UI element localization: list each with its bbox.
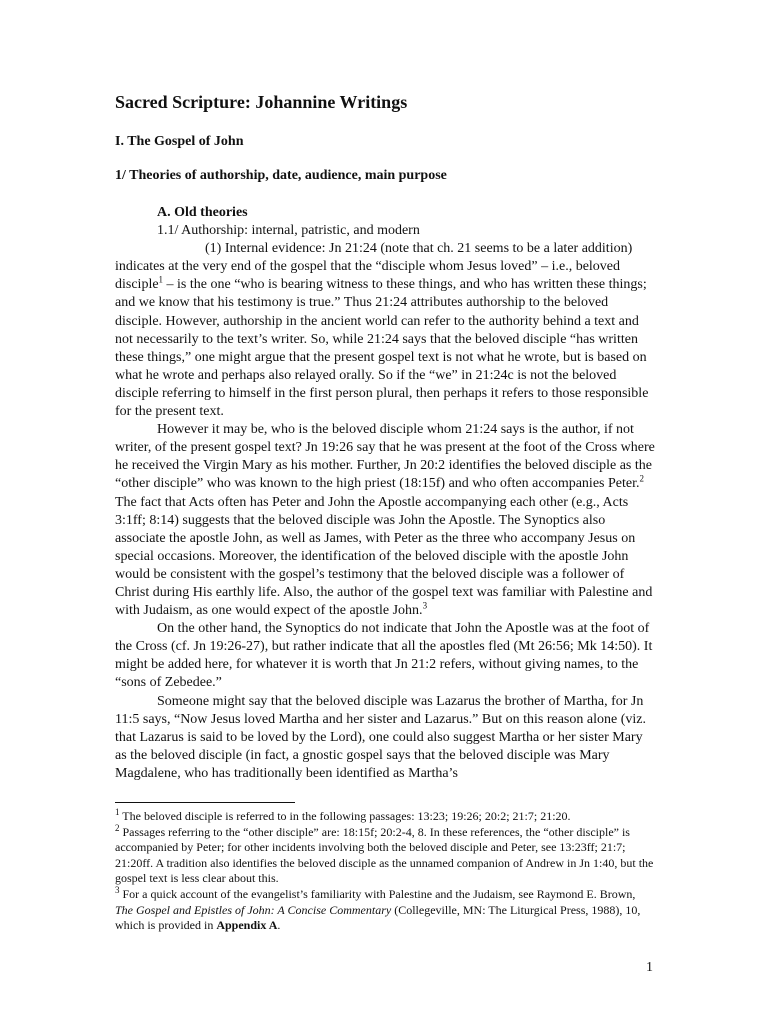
footnote-number: 2: [115, 822, 120, 833]
paragraph: [115, 240, 655, 421]
footnotes: [115, 809, 655, 934]
footnote: [115, 822, 655, 887]
footnote-marker: 2: [639, 473, 644, 484]
footnote-text: The beloved disciple is referred to in the following passages: 13:23; 19:26; 20:2; 21:7; 21:20.: [119, 809, 571, 823]
footnote-text: .: [277, 918, 281, 933]
document-title: Sacred Scripture: Johannine Writings: [115, 92, 408, 112]
appendix-reference: Appendix A: [216, 918, 278, 933]
footnote-text: For a quick account of the evangelist’s familiarity with Palestine and the Judaism, see Raymond E. Brown,: [119, 886, 636, 901]
footnote-number: 3: [115, 884, 120, 895]
part-a-heading: A. Old theories: [157, 205, 248, 220]
footnote-number: 1: [115, 807, 120, 817]
footnote-divider: [115, 802, 295, 803]
paragraph: On the other hand, the Synoptics do not indicate that John the Apostle was at the foot of the Cross (cf. Jn 19:26-27), but rather indicate that all the apostles fled (Mt 26:56; Mk 14:50). It might be added here, for whatever it is worth that Jn 21:2 refers, without giving names, to the “sons of Zebedee.”: [115, 621, 653, 691]
book-title: The Gospel and Epistles of John: A Concise Commentary: [115, 902, 392, 917]
body-text: [115, 204, 655, 783]
paragraph: Someone might say that the beloved disciple was Lazarus the brother of Martha, for Jn 11:5 says, “Now Jesus loved Martha and her sister and Lazarus.” But on this reason alone (viz. that Lazarus is said to be loved by the Lord), one could also suggest Martha or her sister Mary as the beloved disciple (in fact, a gnostic gospel says that the beloved disciple was Mary Magdalene, who has traditionally been identified as Martha’s: [115, 693, 646, 781]
paragraph-text: The fact that Acts often has Peter and John the Apostle accompanying each other (e.g., Acts 3:1ff; 8:14) suggests that the beloved disciple was John the Apostle. The Synoptics also associate the apostle John, as well as James, with Peter as the three who accompany Jesus on special occasions. Moreover, the identification of the beloved disciple with the apostle John would be consistent with the gospel’s testimony that the beloved disciple was a follower of Christ during His earthly life. Also, the author of the gospel text was familiar with Palestine and with Judaism, as one would expect of the apostle John.: [115, 494, 653, 619]
section-heading: I. The Gospel of John: [115, 134, 244, 149]
page-number: 1: [646, 960, 653, 975]
point-heading: 1.1/ Authorship: internal, patristic, and modern: [157, 223, 420, 239]
footnote-text: (Collegeville, MN: The Liturgical Press, 1988), 10, which is provided in: [115, 902, 641, 933]
paragraph-text: – is the one “who is bearing witness to these things, and who has written these things; and we know that his testimony is true.” Thus 21:24 attributes authorship to the beloved disciple. However, authorship in the ancient world can refer to the authority behind a text and not necessarily to the text’s writer. So, while 21:24 says that the beloved disciple “has written these things,” one might argue that the present gospel text is not what he wrote, but is based on what he wrote and perhaps also relayed orally. So if the “we” in 21:24c is not the beloved disciple referring to himself in the first person plural, then perhaps it refers to those responsible for the present text.: [115, 277, 649, 420]
footnote: [115, 884, 655, 934]
footnote-marker: 1: [158, 274, 164, 285]
paragraph: [115, 421, 655, 620]
paragraph-text: However it may be, who is the beloved disciple whom 21:24 says is the author, if not writer, of the present gospel text? Jn 19:26 say that he was present at the foot of the Cross where he received the Virgin Mary as his mother. Further, Jn 20:2 identifies the beloved disciple as the “other disciple” who was known to the high priest (18:15f) and who often accompanies Peter.: [115, 422, 655, 492]
footnote-text: Passages referring to the “other disciple” are: 18:15f; 20:2-4, 8. In these references, the “other disciple” is accompanied by Peter; for other incidents involving both the beloved disciple and Peter, see 13:23ff; 21:7; 21:20ff. A tradition also identifies the beloved disciple as the unnamed companion of Andrew in Jn 1:40, but the gospel text is less clear about this.: [115, 824, 654, 886]
paragraph-text: (1) Internal evidence: Jn 21:24 (note that ch. 21 seems to be a later addition) indicates at the very end of the gospel that the “disciple whom Jesus loved” – i.e., beloved disciple: [115, 241, 633, 293]
footnote-marker: 3: [422, 600, 428, 611]
subsection-heading: 1/ Theories of authorship, date, audience, main purpose: [115, 168, 447, 183]
footnote: [115, 809, 655, 825]
